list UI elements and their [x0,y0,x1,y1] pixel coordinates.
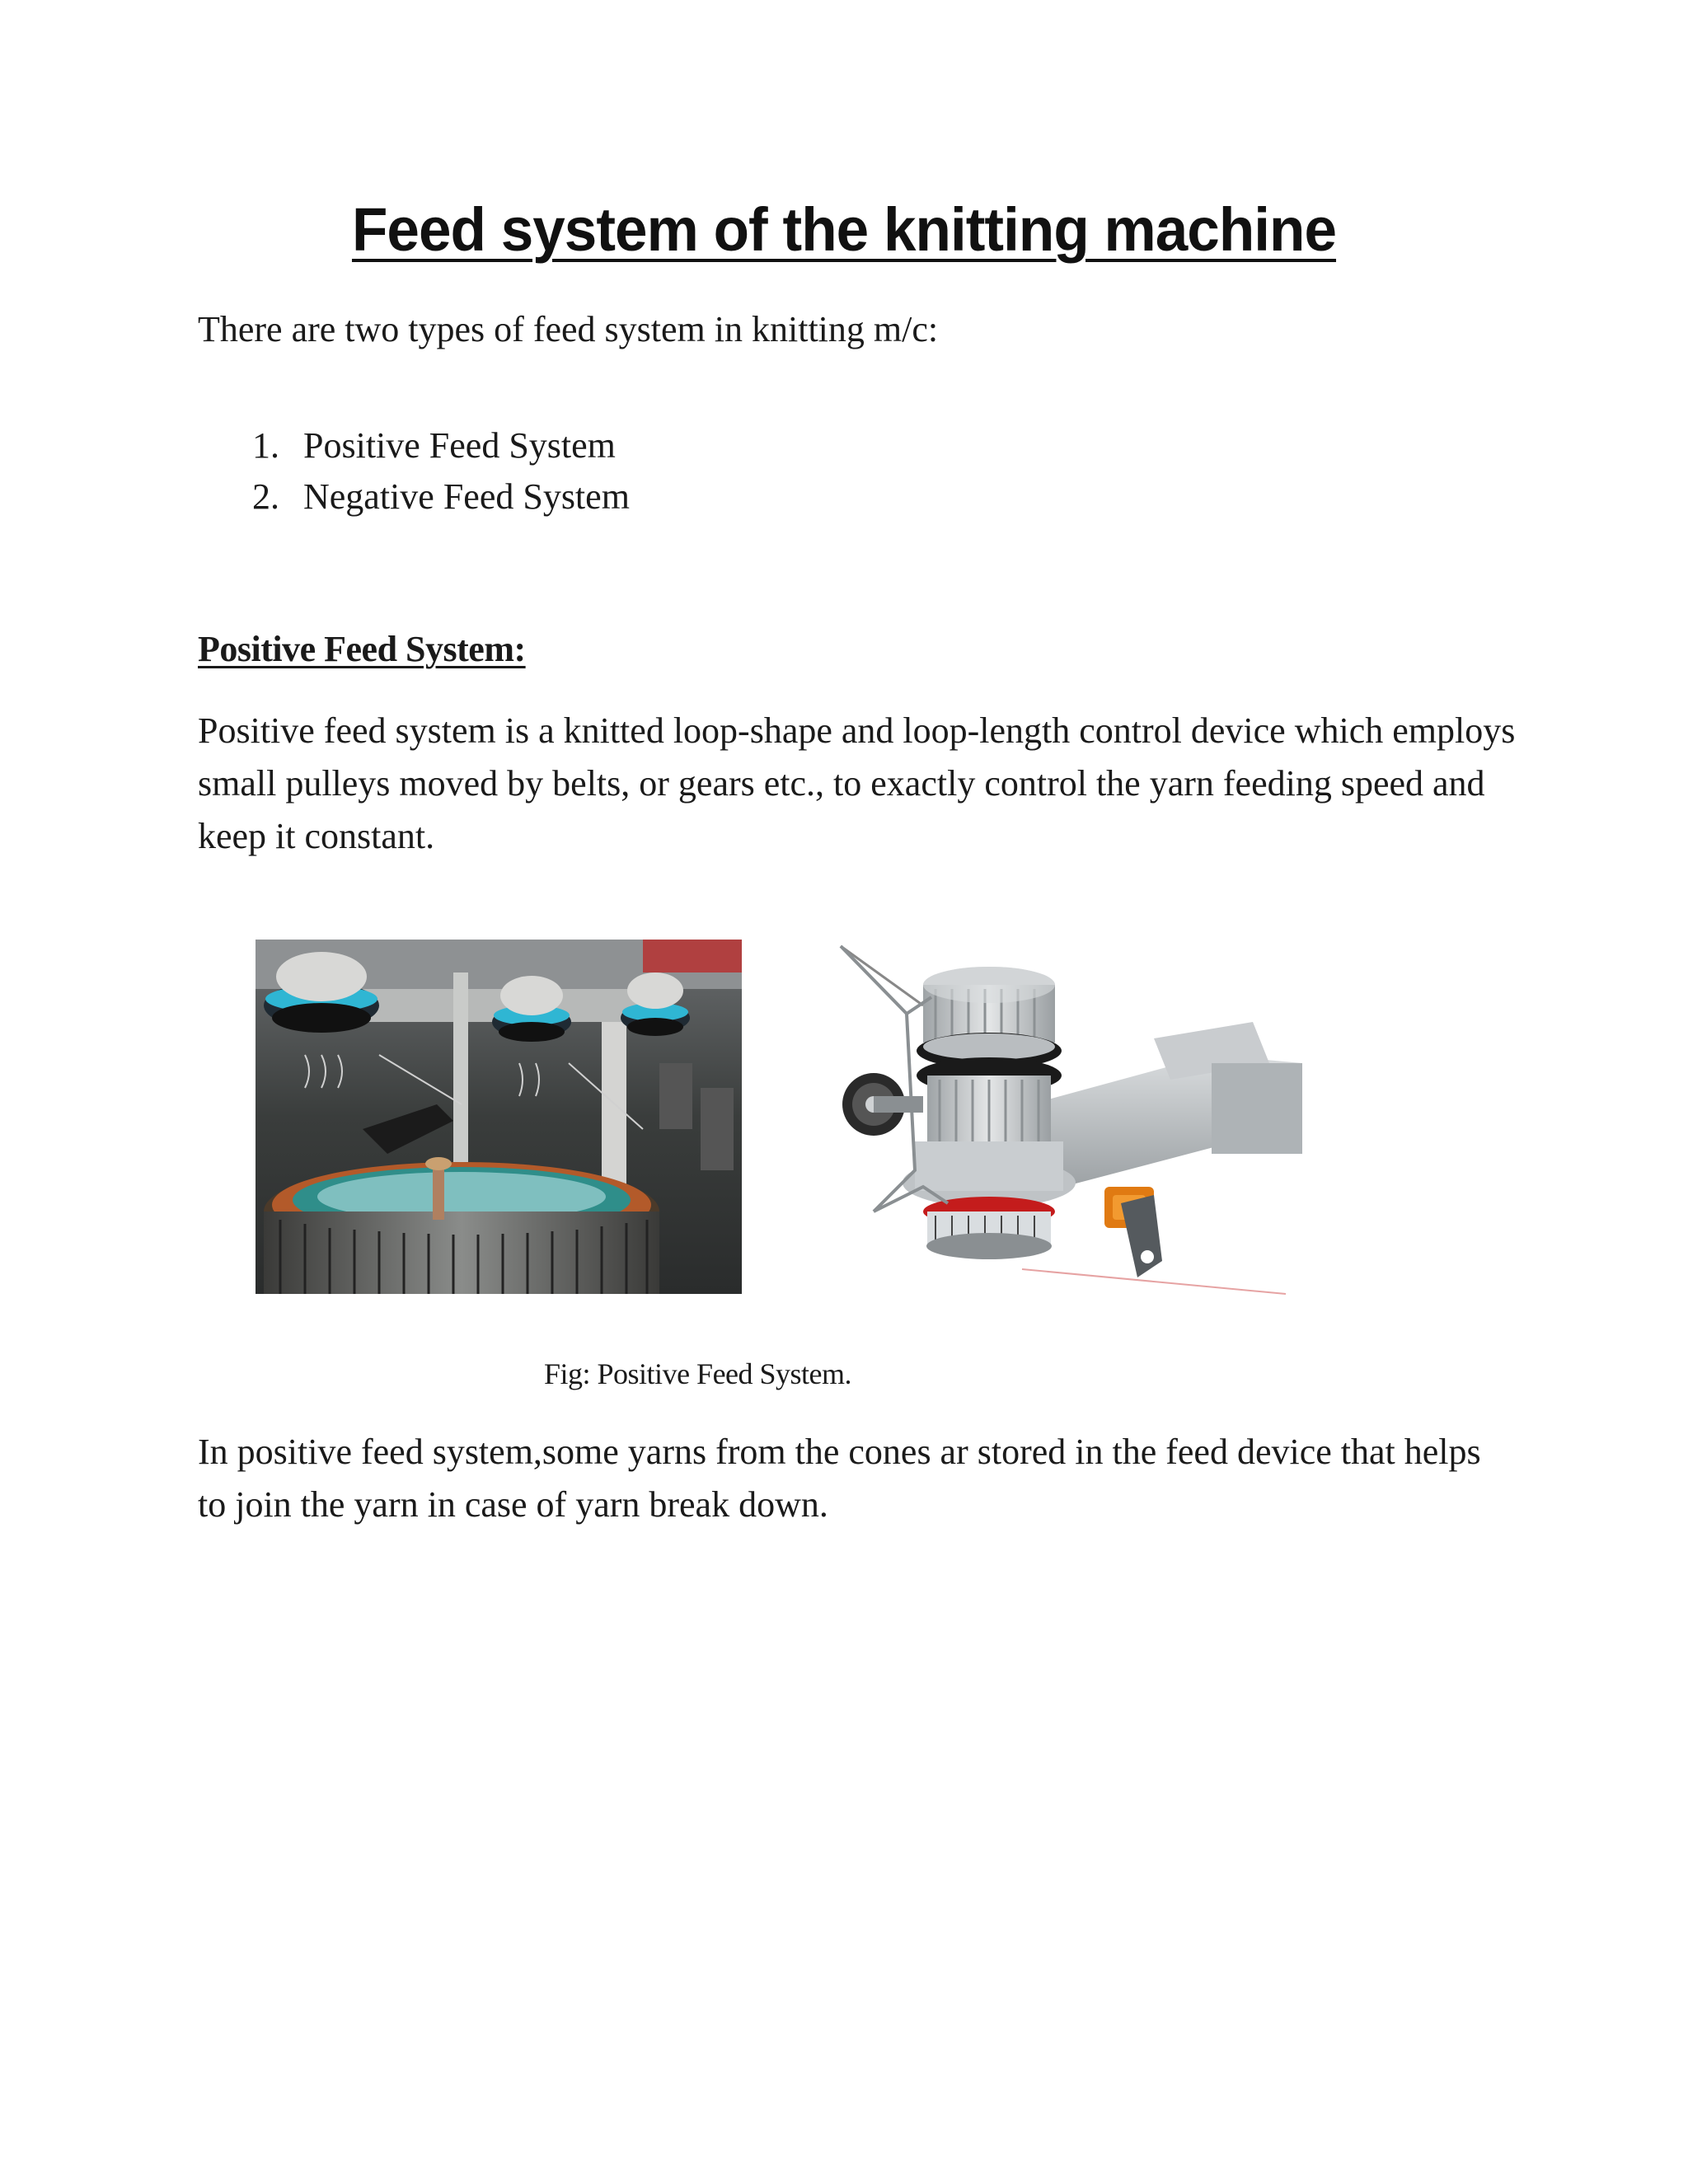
list-item-label: Positive Feed System [303,425,616,466]
list-item-number: 2. [252,476,279,517]
positive-feeder-device-photo [824,940,1302,1302]
paragraph-yarn-storage: In positive feed system,some yarns from the cones ar stored in the feed device that helps to join the yarn in case of yarn break down. [198,1432,1481,1525]
page-title: Feed system of the knitting machine [351,195,1337,264]
paragraph-positive-feed: Positive feed system is a knitted loop-shape and loop-length control device which employs small pulleys moved by belts, or gears etc., to exactly control the yarn feeding speed and keep it constant. [198,710,1516,856]
figure-caption: Fig: Positive Feed System. [544,1357,852,1390]
section-heading: Positive Feed System: [198,629,526,669]
list-item-label: Negative Feed System [303,476,630,517]
list-item-number: 1. [252,425,279,466]
knitting-machine-photo [256,940,742,1294]
list-item [252,420,630,471]
list-item [252,471,630,523]
intro-text: There are two types of feed system in knitting m/c: [198,309,939,349]
feed-type-list [252,420,630,523]
